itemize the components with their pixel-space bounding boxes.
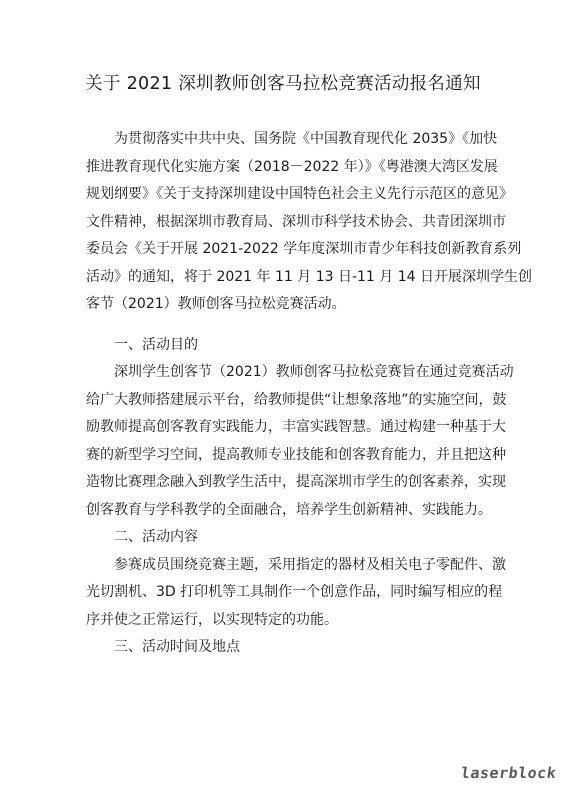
paragraph-line: 委员会《关于开展 2021-2022 学年度深圳市青少年科技创新教育系列: [86, 241, 522, 257]
content-paragraph: [86, 552, 506, 635]
paragraph-line: 文件精神，根据深圳市教育局、深圳市科学技术协会、共青团深圳市: [86, 213, 506, 230]
paragraph-line: 励教师提高创客教育实践能力，丰富实践智慧。通过构建一种基于大: [86, 419, 506, 435]
paragraph-line: 深圳学生创客节（2021）教师创客马拉松竞赛旨在通过竞赛活动: [114, 364, 514, 380]
paragraph-line: 客节（2021）教师创客马拉松竞赛活动。: [86, 296, 346, 312]
paragraph-line: 规划纲要》《关于支持深圳建设中国特色社会主义先行示范区的意见》: [86, 186, 513, 202]
paragraph-line: 活动》的通知，将于 2021 年 11 月 13 日-11 月 14 日开展深圳学生创: [86, 268, 532, 285]
purpose-paragraph: [86, 359, 514, 524]
paragraph-line: 给广大教师搭建展示平台，给教师提供“让想象落地”的实施空间，鼓: [86, 391, 507, 408]
watermark-logo: laserblock: [459, 764, 558, 782]
paragraph-line: 造物比赛理念融入到教学生活中，提高深圳市学生的创客素养，实现: [86, 474, 506, 490]
paragraph-line: 序并使之正常运行，以实现特定的功能。: [86, 611, 338, 628]
paragraph-line: 参赛成员围绕竞赛主题，采用指定的器材及相关电子零配件、激: [114, 556, 506, 573]
paragraph-line: 为贯彻落实中共中央、国务院《中国教育现代化 2035》《加快: [114, 131, 498, 147]
section-heading-time-place: 三、活动时间及地点: [114, 639, 240, 655]
paragraph-line: 推进教育现代化实施方案（2018－2022 年）》《粤港澳大湾区发展: [86, 158, 498, 175]
intro-paragraph: [86, 126, 532, 319]
paragraph-line: 光切割机、3D 打印机等工具制作一个创意作品，同时编写相应的程: [86, 584, 503, 600]
section-heading-purpose: 一、活动目的: [114, 336, 198, 353]
document-title: 关于 2021 深圳教师创客马拉松竞赛活动报名通知: [85, 74, 481, 94]
paragraph-line: 赛的新型学习空间，提高教师专业技能和创客教育能力，并且把这种: [86, 446, 506, 463]
document-body: [86, 126, 532, 662]
paragraph-line: 创客教育与学科教学的全面融合，培养学生创新精神、实践能力。: [86, 501, 492, 518]
section-heading-content: 二、活动内容: [114, 529, 198, 545]
